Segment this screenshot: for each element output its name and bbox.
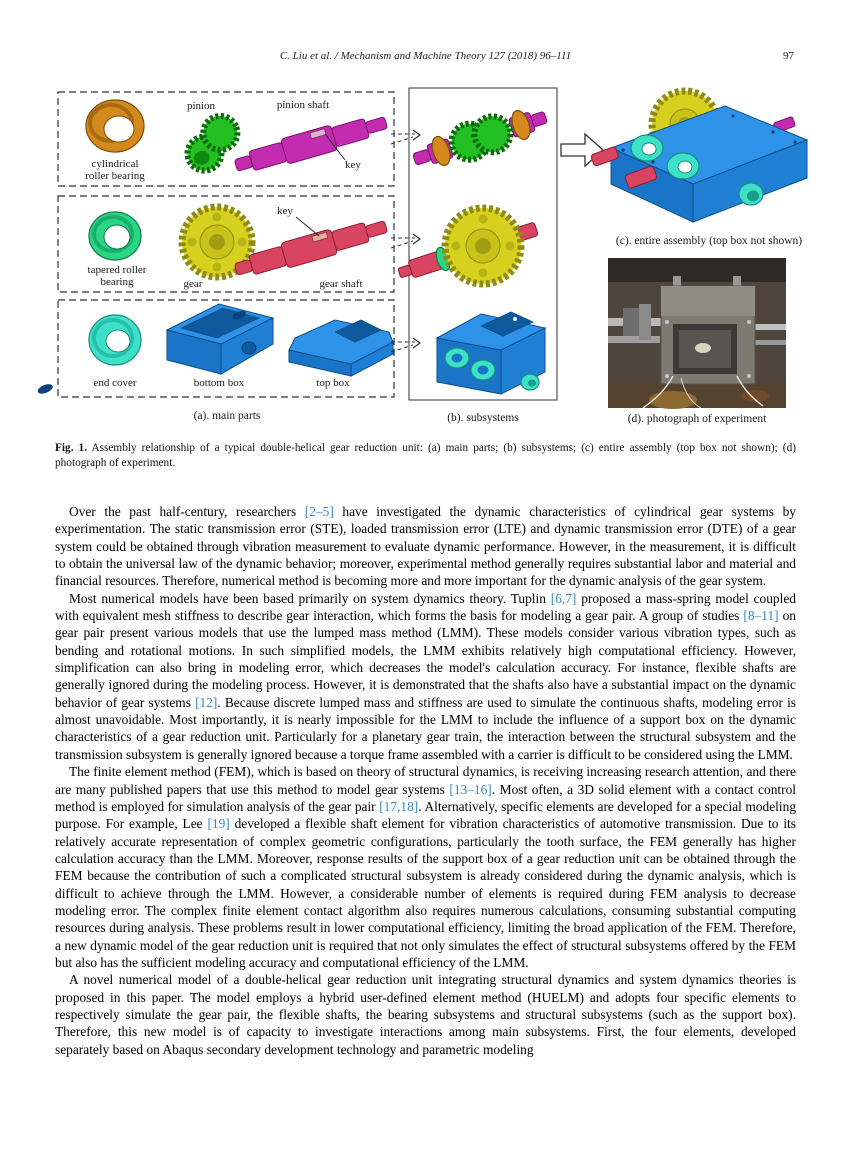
paragraph-4 [55,971,796,1058]
label-bottom-box: bottom box [193,377,245,389]
pinion-shaft-illustration [232,110,389,178]
label-gear-shaft: gear shaft [319,278,363,290]
figure-1-caption-text: Assembly relationship of a typical double-helical gear reduction unit: (a) main parts; (b) subsystems; (c) entire assembly (top box not shown); (d) photograph of experiment. [55,442,796,469]
label-key-row1: key [345,159,361,171]
body-text-segment: have investigated the dynamic characteristics of cylindrical gear systems by experimentation. The static transmission error (STE), loaded transmission error (LTE) and dynamic transmission error (DTE) of a gear system could be obtained through vibration measurement to evaluate dynamic performance. However, in the measurement, it is difficult to obtain the universal law of the dynamic behavior; moreover, experimental method generally requires substantial labor and material and financial resources. Therefore, numerical method is becoming more and more important for the dynamic analysis of the gear system. [55,504,796,589]
label-pinion-shaft: pinion shaft [276,99,330,111]
label-top-box: top box [316,377,350,389]
label-cylindrical-roller-bearing-1: cylindrical [91,158,139,170]
body-text-segment: Most numerical models have been based primarily on system dynamics theory. Tuplin [69,590,551,606]
dashed-arrow-row2 [391,234,420,248]
caption-panel-a: (a). main parts [193,410,261,422]
pinion-subsystem-illustration [409,100,551,177]
citation-link[interactable]: [12] [195,694,218,710]
body-text-segment: . Most often, a 3D solid element with a contact control method is employed for simulation analysis of the gear pair [55,781,796,814]
paragraph-3 [55,763,796,971]
figure-1-caption-label: Fig. 1. [55,442,88,454]
body-text-segment: . Alternatively, specific elements are developed for a special modeling purpose. For example, Lee [55,798,797,832]
citation-link[interactable]: [6,7] [550,590,577,606]
figure-1-graphic [33,86,813,434]
gear-shaft-illustration [232,214,389,282]
label-key-row2: key [277,205,293,217]
caption-panel-c: (c). entire assembly (top box not shown) [615,235,803,247]
cylindrical-roller-bearing-illustration [86,100,144,152]
body-text-segment: proposed a mass-spring model coupled with equivalent mesh stiffness to describe gear interaction, which forms the basis for modeling a gear pair. A group of studies [55,590,796,624]
citation-link[interactable]: [17,18] [379,798,419,814]
body-text-segment: The finite element method (FEM), which is based on theory of structural dynamics, is receiving increasing research attention, and there are many published papers that use this method to model gear systems [55,764,796,797]
caption-panel-b: (b). subsystems [447,412,519,424]
citation-link[interactable]: [8–11] [743,608,779,624]
panel-b-subsystems [396,88,557,424]
paragraph-2 [55,590,796,763]
page-number: 97 [783,50,794,62]
gear-subsystem-illustration [396,208,540,285]
label-tapered-roller-bearing-2: bearing [100,276,134,288]
figure-1-caption [55,441,796,471]
label-end-cover: end cover [93,377,137,389]
dashed-arrow-row1 [391,130,420,144]
panel-d-photograph [608,258,786,425]
panel-a-main-parts [36,92,394,422]
article-body [55,503,796,1058]
end-cover-illustration [89,315,141,365]
caption-panel-d: (d). photograph of experiment [627,413,767,425]
figure-1 [33,86,813,434]
citation-link[interactable]: [2–5] [304,504,334,519]
citation-link[interactable]: [13–16] [449,781,492,797]
tapered-roller-bearing-illustration [89,212,141,260]
label-pinion: pinion [186,100,216,112]
body-text-segment: developed a flexible shaft element for vibration characteristics of automotive transmission. Due to its relatively accurate representation of complex geometric configurations, particularly the tooth surface, the FEM generally has higher calculation accuracy than the LMM. Moreover, response results of the support box of a gear reduction unit can be obtained through the FEM because the contribution of such a complicated structural subsystem is already considered during the dynamic analysis, which is difficult to achieve through the LMM. However, a considerable number of elements is required during FEM analysis to decrease modeling error. The complex finite element contact algorithm also requires numerous calculations, consuming substantial computing resources during analysis. These problems result in lower computational efficiency, limiting the broad application of the FEM. Therefore, a new dynamic model of the gear reduction unit is required that not only simulates the effect of structural subsystems offered by the FEM but also has the sufficient modeling accuracy and computational efficiency of the LMM. [55,816,796,970]
body-text-segment: on gear pair present various models that use the lumped mass method (LMM). These models consider various vibration types, such as bending and rotational motions. In such simplified models, the LMM exhibits relatively high computational efficiency. However, simplification can also bring in modeling error, which decreases the model's calculation accuracy. For instance, flexible shafts are generally ignored during the modeling process. However, it is demonstrated that the shafts also have a substantial impact on the dynamic behavior of gear systems [55,608,796,710]
running-head: C. Liu et al. / Mechanism and Machine Theory 127 (2018) 96–111 [279,50,572,62]
body-text-segment: Over the past half-century, researchers [69,504,305,519]
citation-link[interactable]: [19] [207,816,230,832]
box-subsystem-illustration [437,312,545,394]
label-cylindrical-roller-bearing-2: roller bearing [85,170,145,182]
paragraph-1 [55,503,796,590]
dashed-arrow-row3 [391,338,420,352]
panel-c-entire-assembly [591,91,807,247]
label-gear: gear [183,278,203,290]
label-tapered-roller-bearing-1: tapered roller [87,264,147,276]
body-text-segment: A novel numerical model of a double-helical gear reduction unit integrating structural dynamics and system dynamics theories is proposed in this paper. The model employs a hybrid user-defined element method (HUELM) and adopts four specific elements to respectively simulate the gear pair, the flexible shafts, the bearing subsystems and structural subsystems (such as the support box). Therefore, this new model is of capacity to investigate interactions among main subsystems. First, the four elements, developed separately based on Abaqus secondary development technology and parametric modeling [55,972,796,1057]
top-box-illustration [289,320,393,376]
body-text-segment: . Because discrete lumped mass and stiffness are used to simulate the continuous shafts, modeling error is almost unavoidable. Most importantly, it is nearly impossible for the LMM to include the influence of a support box on the dynamic characteristics of a gear reduction unit. Particularly for a planetary gear train, the interaction between the structural subsystem and the transmission subsystem is generally ignored because a torque frame assembled with a carrier is difficult to be considered using the LMM. [55,694,796,762]
